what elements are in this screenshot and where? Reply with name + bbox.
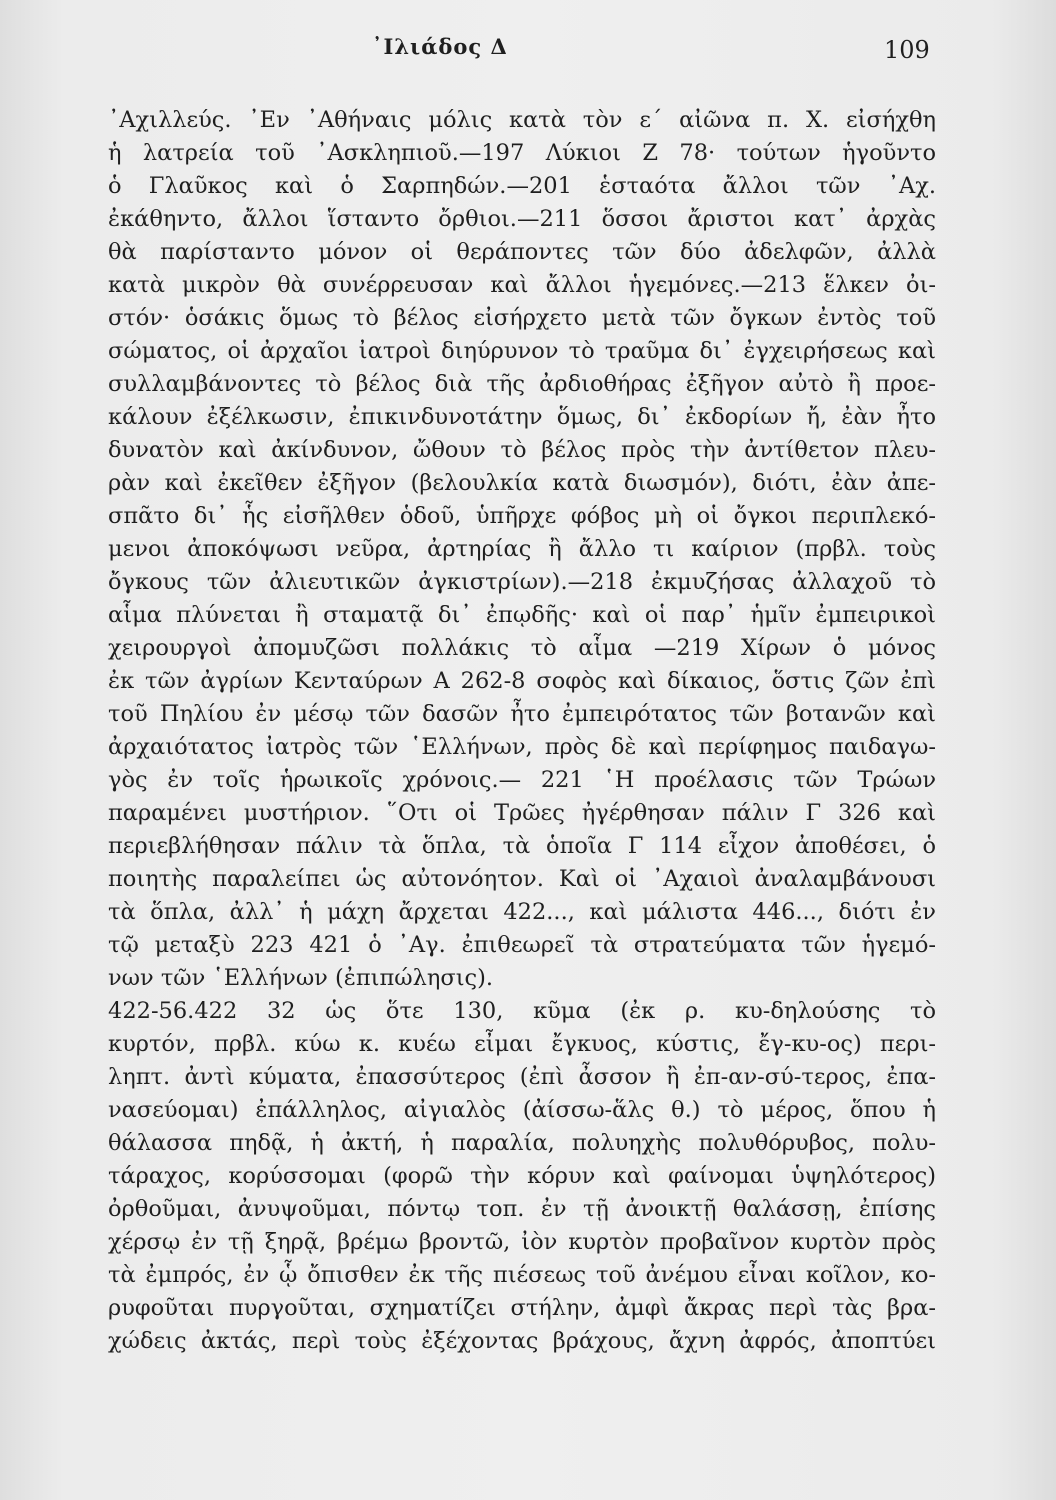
text-line: νασεύομαι) ἐπάλληλος, αἰγιαλὸς (ἀίσσω-ἅλς θ.) τὸ μέρος, ὅπου ἡ [108,1097,936,1123]
text-line: ἡ λατρεία τοῦ ᾽Ασκληπιοῦ.—197 Λύκιοι Ζ 78· τούτων ἡγοῦντο [108,140,936,166]
text-line: ὄγκους τῶν ἀλιευτικῶν ἀγκιστρίων).—218 ἐκμυζήσας ἀλλαχοῦ τὸ [108,569,936,595]
text-line: γὸς ἐν τοῖς ἡρωικοῖς χρόνοις.— 221 ῾Η προέλασις τῶν Τρώων [108,767,936,793]
text-line: θὰ παρίσταντο μόνον οἱ θεράποντες τῶν δύο ἀδελφῶν, ἀλλὰ [108,239,936,265]
text-line: χειρουργοὶ ἀπομυζῶσι πολλάκις τὸ αἷμα —219 Χίρων ὁ μόνος [108,635,936,661]
page-number: 109 [884,36,930,64]
text-line: ρὰν καὶ ἐκεῖθεν ἐξῆγον (βελουλκία κατὰ διωσμόν), διότι, ἐὰν ἀπε- [108,470,936,496]
text-line: σώματος, οἱ ἀρχαῖοι ἰατροὶ διηύρυνον τὸ τραῦμα δι᾽ ἐγχειρήσεως καὶ [108,338,936,364]
text-line: ἐκ τῶν ἀγρίων Κενταύρων Α 262-8 σοφὸς καὶ δίκαιος, ὅστις ζῶν ἐπὶ [108,668,936,694]
text-line: χέρσῳ ἐν τῇ ξηρᾷ, βρέμω βροντῶ, ἰὸν κυρτὸν προβαῖνον κυρτὸν πρὸς [108,1229,936,1255]
text-line: μενοι ἀποκόψωσι νεῦρα, ἀρτηρίας ἢ ἄλλο τι καίριον (πρβλ. τοὺς [108,536,936,562]
text-line: τὰ ἐμπρός, ἐν ᾧ ὄπισθεν ἐκ τῆς πιέσεως τοῦ ἀνέμου εἶναι κοῖλον, κο- [108,1262,936,1288]
text-line: ἀρχαιότατος ἰατρὸς τῶν ῾Ελλήνων, πρὸς δὲ καὶ περίφημος παιδαγω- [108,734,936,760]
text-line: δυνατὸν καὶ ἀκίνδυνον, ὤθουν τὸ βέλος πρὸς τὴν ἀντίθετον πλευ- [108,437,936,463]
text-line: τῷ μεταξὺ 223 421 ὁ ᾽Αγ. ἐπιθεωρεῖ τὰ στρατεύματα τῶν ἡγεμό- [108,932,936,958]
text-line: συλλαμβάνοντες τὸ βέλος διὰ τῆς ἀρδιοθήρας ἐξῆγον αὐτὸ ἢ προε- [108,371,936,397]
text-line: ρυφοῦται πυργοῦται, σχηματίζει στήλην, ἀμφὶ ἄκρας περὶ τὰς βρα- [108,1295,936,1321]
text-line: τοῦ Πηλίου ἐν μέσῳ τῶν δασῶν ἦτο ἐμπειρότατος τῶν βοτανῶν καὶ [108,701,936,727]
text-line: τὰ ὅπλα, ἀλλ᾽ ἡ μάχη ἄρχεται 422..., καὶ μάλιστα 446..., διότι ἐν [108,899,936,925]
text-line: ᾽Αχιλλεύς. ᾽Εν ᾽Αθήναις μόλις κατὰ τὸν ε΄ αἰῶνα π. Χ. εἰσήχθη [108,107,936,133]
text-line: ποιητὴς παραλείπει ὡς αὐτονόητον. Καὶ οἱ ᾽Αχαιοὶ ἀναλαμβάνουσι [108,866,936,892]
text-line: αἷμα πλύνεται ἢ σταματᾷ δι᾽ ἐπῳδῆς· καὶ οἱ παρ᾽ ἡμῖν ἐμπειρικοὶ [108,602,936,628]
text-line: χώδεις ἀκτάς, περὶ τοὺς ἐξέχοντας βράχους, ἄχνη ἀφρός, ἀποπτύει [108,1328,936,1354]
text-line: ληπτ. ἀντὶ κύματα, ἐπασσύτερος (ἐπὶ ἆσσον ἢ ἐπ-αν-σύ-τερος, ἐπα- [108,1064,936,1090]
text-line: ὁ Γλαῦκος καὶ ὁ Σαρπηδών.—201 ἑσταότα ἄλλοι τῶν ᾽Αχ. [108,173,936,199]
text-line: κυρτόν, πρβλ. κύω κ. κυέω εἶμαι ἔγκυος, κύστις, ἔγ-κυ-ος) περι- [108,1031,936,1057]
text-line: περιεβλήθησαν πάλιν τὰ ὅπλα, τὰ ὁποῖα Γ 114 εἶχον ἀποθέσει, ὁ [108,833,936,859]
commentary-text [108,104,936,1358]
text-line: κατὰ μικρὸν θὰ συνέρρευσαν καὶ ἄλλοι ἡγεμόνες.—213 ἕλκεν ὀι- [108,272,936,298]
text-line: ὀρθοῦμαι, ἀνυψοῦμαι, πόντῳ τοπ. ἐν τῇ ἀνοικτῇ θαλάσσῃ, ἐπίσης [108,1196,936,1222]
text-line: 422-56.422 32 ὡς ὅτε 130, κῦμα (ἐκ ρ. κυ-δηλούσης τὸ [108,998,936,1024]
text-line: θάλασσα πηδᾷ, ἡ ἀκτή, ἡ παραλία, πολυηχὴς πολυθόρυβος, πολυ- [108,1130,936,1156]
text-line: παραμένει μυστήριον. ῞Οτι οἱ Τρῶες ἠγέρθησαν πάλιν Γ 326 καὶ [108,800,936,826]
text-line: κάλουν ἐξέλκωσιν, ἐπικινδυνοτάτην ὅμως, δι᾽ ἐκδορίων ἤ, ἐὰν ἦτο [108,404,936,430]
text-line: σπᾶτο δι᾽ ἧς εἰσῆλθεν ὁδοῦ, ὑπῆρχε φόβος μὴ οἱ ὄγκοι περιπλεκό- [108,503,936,529]
text-line: νων τῶν ῾Ελλήνων (ἐπιπώλησις). [108,965,494,991]
text-line: ἐκάθηντο, ἄλλοι ἵσταντο ὄρθιοι.—211 ὅσσοι ἄριστοι κατ᾽ ἀρχὰς [108,206,936,232]
running-title: ᾽Ιλιάδος Δ [372,34,508,59]
text-line: στόν· ὁσάκις ὅμως τὸ βέλος εἰσήρχετο μετὰ τῶν ὄγκων ἐντὸς τοῦ [108,305,936,331]
text-line: τάραχος, κορύσσομαι (φορῶ τὴν κόρυν καὶ φαίνομαι ὑψηλότερος) [108,1163,936,1189]
